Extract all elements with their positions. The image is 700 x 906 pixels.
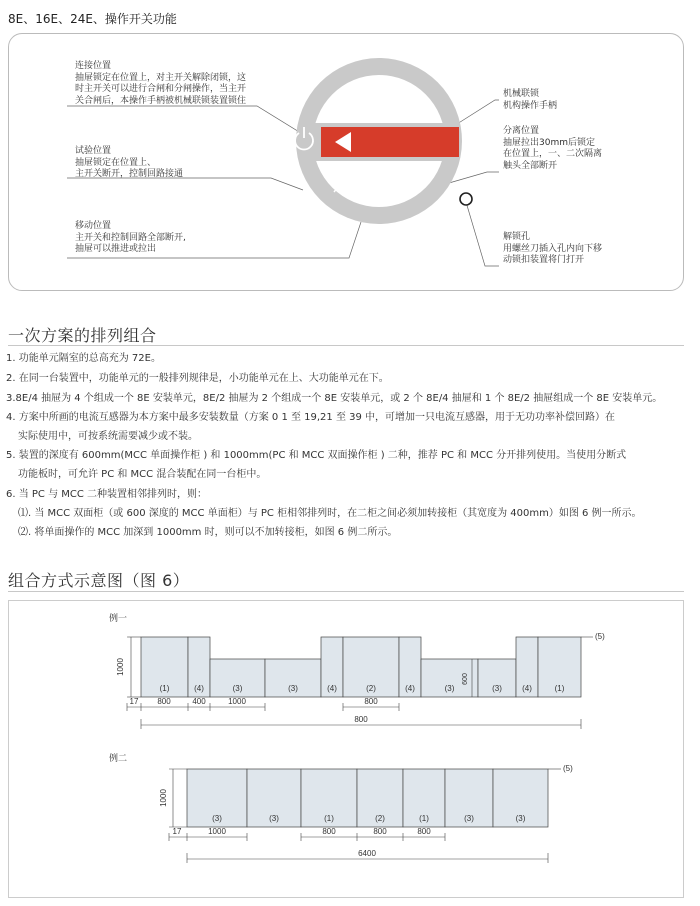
unlock-hole-icon[interactable] <box>460 193 472 205</box>
paragraph: 1. 功能单元隔室的总高充为 72E。 <box>6 353 161 364</box>
section-divider <box>8 591 684 592</box>
example-label: 例二 <box>109 753 128 763</box>
section-heading-arrangement: 一次方案的排列组合 <box>8 326 157 345</box>
annotation-separate-position: 分离位置 抽屉拉出30mm后锁定 在位置上，一、二次隔离 触头全部断开 <box>503 126 603 171</box>
height-dimension-label: 1000 <box>116 658 125 676</box>
dimension-label: 800 <box>157 697 171 706</box>
paragraph: 4. 方案中所画的电流互感器为本方案中最多安装数量（方案 0 1 至 19,21 至 39 中，可增加一只电流互感器，用于无功功率补偿回路）在 <box>6 412 616 423</box>
cabinet-label: (3) <box>269 814 279 823</box>
paragraph: 3.8E/4 抽屉为 4 个组成一个 8E 安装单元，8E/2 抽屉为 2 个组成一个 8E 安装单元，或 2 个 8E/4 抽屉和 1 个 8E/2 抽屉组成一个 8E 安装单元。 <box>6 393 663 404</box>
dimension-label: 1000 <box>228 697 246 706</box>
dimension-label: 400 <box>192 697 206 706</box>
section-heading-diagram: 组合方式示意图（图 6） <box>8 571 190 590</box>
combination-diagram <box>8 600 684 898</box>
cabinet-label: (1) <box>324 814 334 823</box>
paragraph: 6. 当 PC 与 MCC 二种装置相邻排列时，则： <box>6 489 208 500</box>
annotation-test-position: 试验位置 抽屉锁定在位置上、 主开关断开，控制回路接通 <box>75 146 184 179</box>
cabinet-label: (1) <box>554 684 565 693</box>
paragraph: 2. 在同一台装置中，功能单元的一般排列规律是，小功能单元在上、大功能单元在下。 <box>6 373 389 384</box>
switch-function-panel <box>8 33 684 291</box>
cabinet-label: (1) <box>419 814 429 823</box>
cabinet-label: (2) <box>375 814 385 823</box>
cabinet-label: (3) <box>288 684 298 693</box>
paragraph: 实际使用中，可按系统需要减少或不装。 <box>18 431 198 442</box>
paragraph: 功能板时，可允许 PC 和 MCC 混合装配在同一台柜中。 <box>18 469 267 480</box>
cabinet-label: (4) <box>194 684 204 693</box>
operating-handle[interactable] <box>309 123 459 161</box>
cabinet-label: (2) <box>366 684 376 693</box>
example-label: 例一 <box>109 613 128 623</box>
paragraph: ⑵. 将单面操作的 MCC 加深到 1000mm 时，则可以不加转接柜，如图 6 例二所示。 <box>18 527 398 538</box>
dimension-label: 17 <box>172 827 182 836</box>
cabinet-label: (3) <box>515 814 526 823</box>
dimension-label: 800 <box>364 697 378 706</box>
cabinet-label: (3) <box>232 684 243 693</box>
cabinet-label: (4) <box>327 684 337 693</box>
paragraph: 5. 装置的深度有 600mm(MCC 单面操作柜 ) 和 1000mm(PC 和 MCC 双面操作柜 ) 二种，推荐 PC 和 MCC 分开排列使用。当使用分断式 <box>6 450 627 461</box>
cabinet-label: (1) <box>159 684 170 693</box>
total-dimension-label: 800 <box>354 715 368 724</box>
cabinet-label: (3) <box>444 684 455 693</box>
cabinet-label: (4) <box>522 684 532 693</box>
dimension-label: 800 <box>417 827 431 836</box>
combination-diagram-svg <box>9 601 685 899</box>
end-note-label: (5) <box>595 632 605 641</box>
cabinet-label: (3) <box>464 814 474 823</box>
dimension-label: 1000 <box>208 827 226 836</box>
annotation-connect-position: 连接位置 抽屉锁定在位置上，对主开关解除闭锁，这 时主开关可以进行合闸和分闸操作，当主开 关合闸后，本操作手柄被机械联锁装置锁住 <box>75 61 247 106</box>
page-title: 8E、16E、24E、操作开关功能 <box>8 12 177 26</box>
section-divider <box>8 345 684 346</box>
dimension-label: 800 <box>373 827 387 836</box>
cabinet-label: (3) <box>212 814 222 823</box>
cabinet-label: (4) <box>405 684 415 693</box>
dimension-label: 17 <box>129 697 139 706</box>
inner-height-dimension-label: 600 <box>462 673 469 685</box>
annotation-move-position: 移动位置 主开关和控制回路全部断开, 抽屉可以推进或拉出 <box>75 221 186 254</box>
annotation-mechanical-interlock: 机械联锁 机构操作手柄 <box>503 89 558 111</box>
cabinet-label: (3) <box>492 684 502 693</box>
paragraph: ⑴. 当 MCC 双面柜（或 600 深度的 MCC 单面柜）与 PC 柜相邻排列时，在二柜之间必须加转接柜（其宽度为 400mm）如图 6 例一所示。 <box>18 508 642 519</box>
height-dimension-label: 1000 <box>159 789 168 807</box>
dimension-label: 800 <box>322 827 336 836</box>
total-dimension-label: 6400 <box>358 849 376 858</box>
annotation-unlock-hole: 解锁孔 用螺丝刀插入孔内向下移 动锁扣装置将门打开 <box>503 232 603 265</box>
end-note-label: (5) <box>563 764 573 773</box>
